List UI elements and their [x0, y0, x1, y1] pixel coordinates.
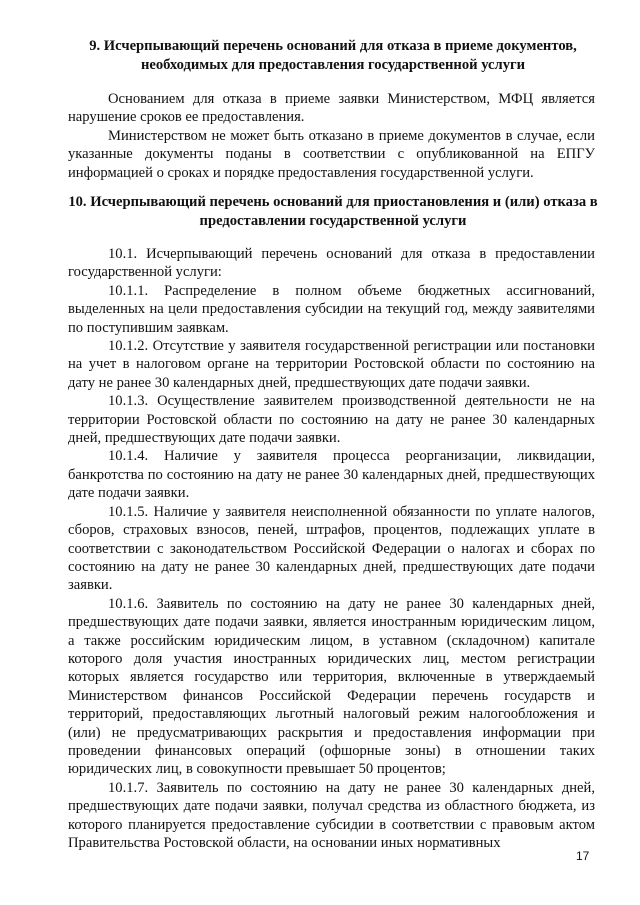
section-9-body [68, 90, 595, 182]
clause-10-1-3: 10.1.3. Осуществление заявителем производственной деятельности не на территории Ростовской области по состоянию на дату не ранее 30 календарных дней, предшествующих дате подачи заявки. [68, 393, 595, 447]
page-number: 17 [576, 849, 590, 863]
section-10-heading: 10. Исчерпывающий перечень оснований для приостановления и (или) отказа в предоставлении государственной услуги [68, 194, 598, 229]
clause-10-1-6: 10.1.6. Заявитель по состоянию на дату не ранее 30 календарных дней, предшествующих дате подачи заявки, является иностранным юридическим лицом, а также российским юридическим лицом, в уставном (складочном) капитале которого доля участия иностранных юридических лиц, местом регистрации которых является государство или территория, включенные в утверждаемый Министерством финансов Российской Федерации перечень государств и территорий, предоставляющих льготный налоговый режим налогообложения и (или) не предусматривающих раскрытия и предоставления информации при проведении финансовых операций (офшорные зоны) в отношении таких юридических лиц, в совокупности превышает 50 процентов; [68, 595, 595, 778]
clause-10-1-4: 10.1.4. Наличие у заявителя процесса реорганизации, ликвидации, банкротства по состоянию на дату не ранее 30 календарных дней, предшествующих дате подачи заявки. [68, 448, 595, 502]
section-10-body [68, 245, 595, 852]
section-9-paragraph: Основанием для отказа в приеме заявки Министерством, МФЦ является нарушение сроков ее предоставления. [68, 91, 595, 126]
clause-10-1-1: 10.1.1. Распределение в полном объеме бюджетных ассигнований, выделенных на цели предоставления субсидии на текущий год, между заявителями по поступившим заявкам. [68, 282, 595, 336]
clause-10-1-5: 10.1.5. Наличие у заявителя неисполненной обязанности по уплате налогов, сборов, страховых взносов, пеней, штрафов, процентов, подлежащих уплате в соответствии с законодательством Российской Федерации о налогах и сборах по состоянию на дату не ранее 30 календарных дней, предшествующих дате подачи заявки. [68, 503, 595, 594]
section-9-paragraph: Министерством не может быть отказано в приеме документов в случае, если указанные документы поданы в соответствии с опубликованной на ЕПГУ информацией о сроках и порядке предоставления государственной услуги. [68, 127, 595, 181]
clause-10-1-7: 10.1.7. Заявитель по состоянию на дату не ранее 30 календарных дней, предшествующих дате подачи заявки, получал средства из областного бюджета, из которого планируется предоставление субсидии в соответствии с правовым актом Правительства Ростовской области, на основании иных нормативных [68, 779, 595, 851]
section-9-heading: 9. Исчерпывающий перечень оснований для отказа в приеме документов, необходимых для предоставления государственной услуги [89, 38, 577, 73]
clause-10-1-2: 10.1.2. Отсутствие у заявителя государственной регистрации или постановки на учет в налоговом органе на территории Ростовской области по состоянию на дату не ранее 30 календарных дней, предшествующих дате подачи заявки. [68, 338, 595, 391]
clause-10-1: 10.1. Исчерпывающий перечень оснований для отказа в предоставлении государственной услуги: [68, 246, 595, 281]
